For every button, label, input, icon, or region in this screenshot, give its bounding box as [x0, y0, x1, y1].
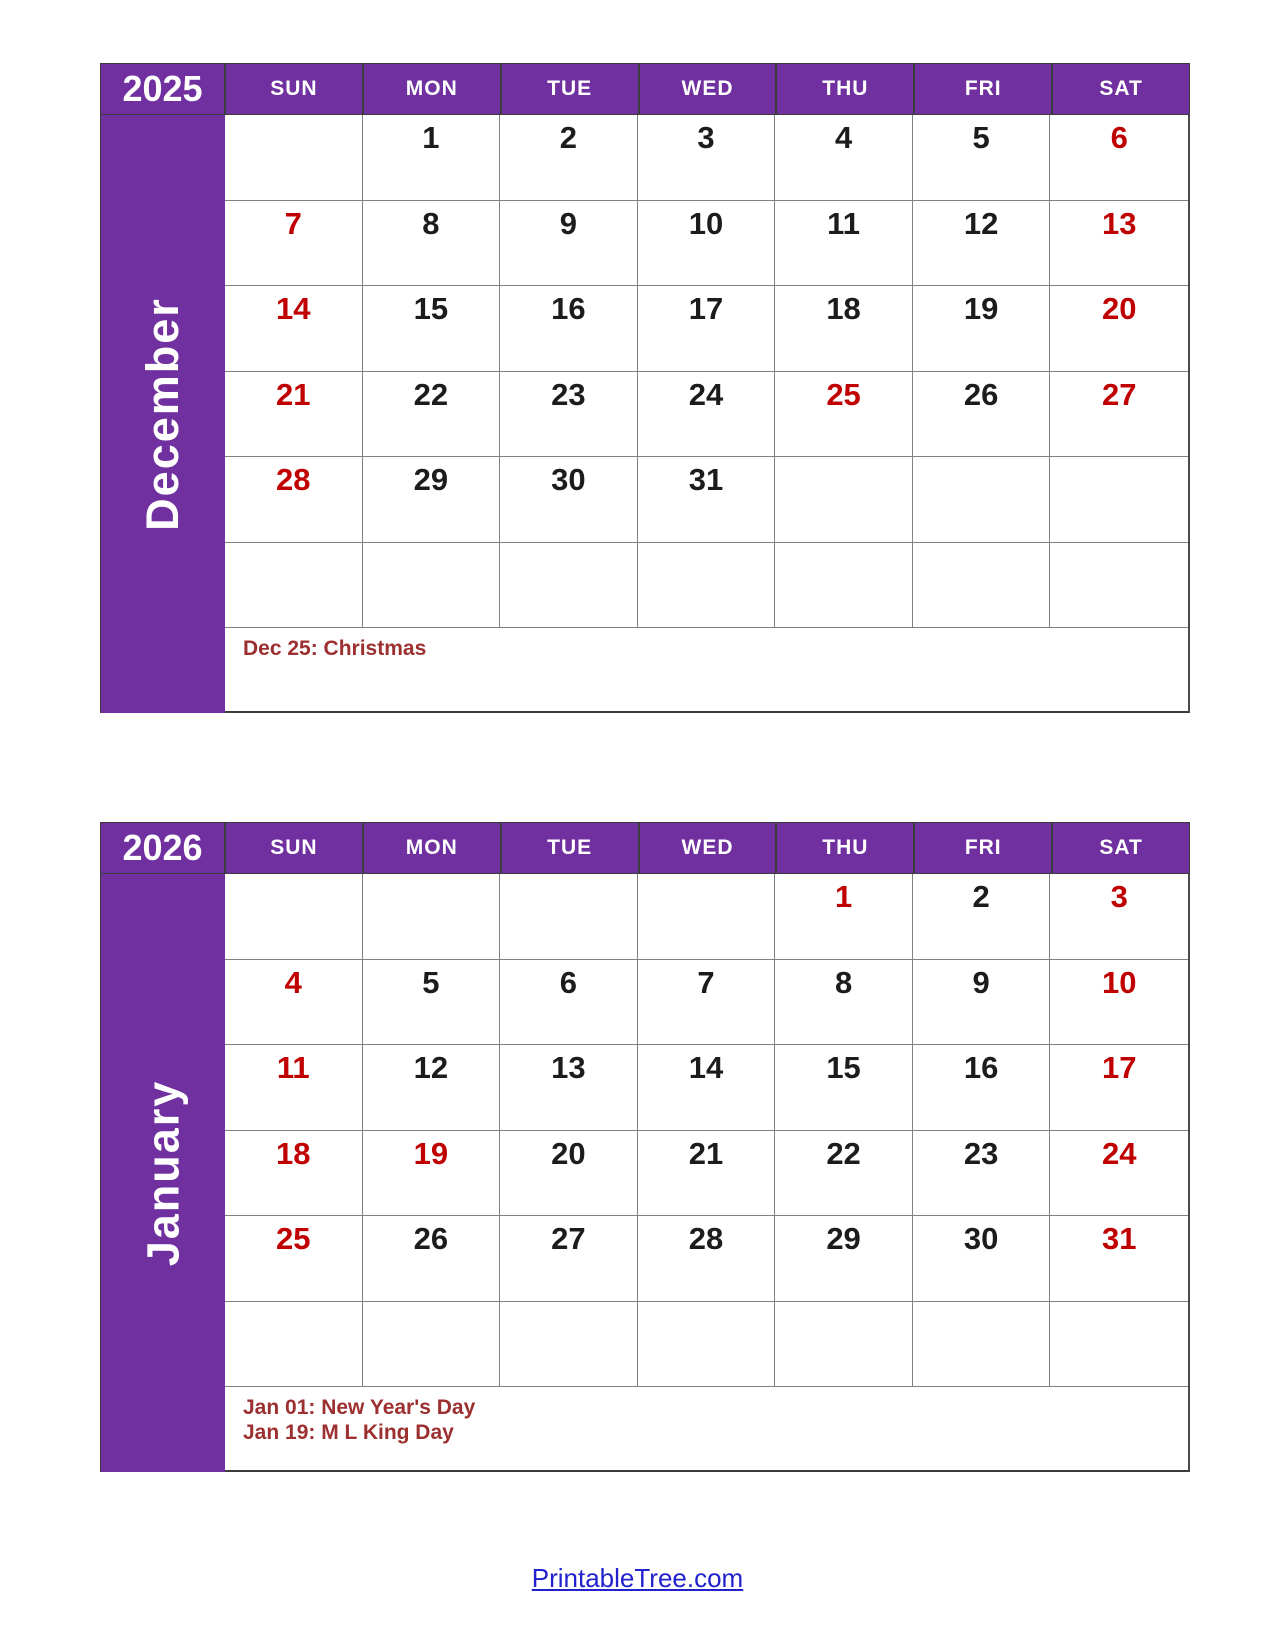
date-number: 30 [551, 462, 586, 497]
date-cell-empty [500, 543, 638, 629]
date-cell-19 [363, 1131, 501, 1217]
date-cell-25 [775, 372, 913, 458]
date-cell-21 [638, 1131, 776, 1217]
date-number: 7 [697, 964, 715, 1000]
year-label: 2026 [101, 823, 226, 873]
month-sidebar [100, 115, 225, 713]
calendar-grid-area [225, 874, 1190, 1472]
date-cell-2 [913, 874, 1051, 960]
date-number: 21 [276, 376, 311, 412]
date-cell-29 [363, 457, 501, 543]
date-number: 4 [284, 964, 302, 1000]
date-cell-7 [225, 201, 363, 287]
date-cell-28 [225, 457, 363, 543]
date-cell-1 [775, 874, 913, 960]
weekday-header-wed: WED [640, 823, 778, 873]
date-cell-21 [225, 372, 363, 458]
weekday-header-sat: SAT [1099, 836, 1143, 859]
holiday-note: Jan 01: New Year's Day [243, 1396, 476, 1419]
date-number: 23 [551, 376, 586, 412]
date-cell-empty [1050, 543, 1188, 629]
weekday-header-sat: SAT [1099, 77, 1143, 100]
date-number: 23 [963, 1135, 999, 1171]
date-cell-14 [225, 286, 363, 372]
date-number: 18 [276, 1135, 311, 1171]
date-cell-10 [638, 201, 776, 287]
month-label: December [137, 297, 188, 531]
date-number: 10 [688, 205, 724, 241]
date-number: 13 [1101, 205, 1137, 241]
date-number: 31 [688, 462, 724, 497]
weekday-header-fri: FRI [915, 64, 1053, 114]
date-number: 20 [1101, 291, 1137, 326]
calendar-grid-area [225, 115, 1190, 713]
date-cell-16 [500, 286, 638, 372]
date-cell-13 [500, 1045, 638, 1131]
date-cell-empty [225, 543, 363, 629]
date-number: 24 [1101, 1135, 1137, 1171]
date-cell-23 [500, 372, 638, 458]
date-cell-28 [638, 1216, 776, 1302]
date-cell-15 [775, 1045, 913, 1131]
date-number: 16 [963, 1050, 999, 1085]
year-label: 2025 [101, 64, 226, 114]
footer [0, 1563, 1275, 1594]
date-number: 9 [972, 964, 990, 1000]
date-cell-2 [500, 115, 638, 201]
date-cell-13 [1050, 201, 1188, 287]
date-cell-4 [775, 115, 913, 201]
date-number: 13 [551, 1050, 586, 1085]
date-number: 21 [688, 1135, 724, 1171]
date-number: 15 [413, 291, 449, 326]
date-number: 8 [834, 964, 853, 1000]
date-number: 7 [284, 205, 302, 241]
date-number: 12 [413, 1050, 449, 1085]
weekday-header-sun: SUN [226, 823, 364, 873]
date-cell-empty [775, 1302, 913, 1388]
date-cell-24 [638, 372, 776, 458]
date-cell-empty [913, 457, 1051, 543]
date-number: 17 [688, 291, 724, 326]
date-cell-empty [638, 1302, 776, 1388]
holiday-note: Jan 19: M L King Day [243, 1421, 454, 1444]
date-cell-12 [913, 201, 1051, 287]
date-cell-empty [363, 543, 501, 629]
date-number: 11 [827, 205, 860, 241]
date-number: 17 [1101, 1050, 1137, 1085]
date-number: 11 [276, 1050, 310, 1085]
date-cell-12 [363, 1045, 501, 1131]
date-number: 27 [551, 1221, 586, 1256]
calendar-body [100, 115, 1190, 713]
calendar-header-row [100, 63, 1190, 115]
date-cell-27 [1050, 372, 1188, 458]
weekday-header-mon: MON [364, 823, 502, 873]
date-grid [225, 115, 1190, 628]
weekday-header-sun: SUN [226, 64, 364, 114]
date-cell-empty [1050, 457, 1188, 543]
date-number: 22 [413, 376, 449, 412]
date-number: 9 [559, 205, 578, 241]
date-cell-9 [913, 960, 1051, 1046]
date-number: 19 [963, 291, 999, 326]
date-number: 3 [697, 120, 715, 155]
date-cell-3 [1050, 874, 1188, 960]
date-number: 26 [963, 376, 999, 412]
date-cell-empty [225, 1302, 363, 1388]
date-cell-6 [500, 960, 638, 1046]
date-number: 26 [413, 1221, 449, 1256]
date-cell-1 [363, 115, 501, 201]
date-number: 3 [1110, 879, 1128, 914]
date-cell-20 [500, 1131, 638, 1217]
weekday-header-thu: THU [777, 64, 915, 114]
date-cell-empty [913, 1302, 1051, 1388]
date-number: 1 [422, 120, 440, 155]
date-cell-empty [500, 874, 638, 960]
date-number: 25 [826, 376, 861, 412]
date-cell-8 [363, 201, 501, 287]
date-number: 6 [1110, 120, 1128, 155]
date-number: 12 [963, 205, 999, 241]
date-cell-empty [913, 543, 1051, 629]
date-cell-11 [225, 1045, 363, 1131]
weekday-header-tue: TUE [502, 64, 640, 114]
printabletree-link[interactable]: PrintableTree.com [531, 1563, 744, 1593]
weekday-header-row [226, 823, 1189, 873]
calendar-january-2026 [100, 822, 1190, 1472]
date-number: 5 [422, 964, 440, 1000]
date-number: 22 [826, 1135, 861, 1171]
date-cell-18 [775, 286, 913, 372]
date-number: 31 [1101, 1221, 1137, 1256]
date-cell-empty [225, 874, 363, 960]
date-cell-29 [775, 1216, 913, 1302]
date-number: 18 [826, 291, 861, 326]
weekday-header-wed: WED [640, 64, 778, 114]
date-cell-25 [225, 1216, 363, 1302]
date-cell-5 [913, 115, 1051, 201]
date-grid [225, 874, 1190, 1387]
month-sidebar [100, 874, 225, 1472]
date-cell-16 [913, 1045, 1051, 1131]
date-cell-15 [363, 286, 501, 372]
date-cell-17 [1050, 1045, 1188, 1131]
date-number: 19 [413, 1135, 449, 1171]
date-cell-30 [913, 1216, 1051, 1302]
date-cell-5 [363, 960, 501, 1046]
date-cell-10 [1050, 960, 1188, 1046]
date-number: 2 [559, 120, 578, 155]
date-number: 29 [826, 1221, 861, 1256]
date-cell-26 [913, 372, 1051, 458]
date-cell-30 [500, 457, 638, 543]
holiday-notes-box [225, 1387, 1190, 1472]
date-cell-17 [638, 286, 776, 372]
date-cell-18 [225, 1131, 363, 1217]
weekday-header-mon: MON [364, 64, 502, 114]
date-number: 1 [834, 879, 853, 914]
date-cell-22 [775, 1131, 913, 1217]
date-number: 28 [688, 1221, 724, 1256]
date-number: 27 [1101, 376, 1137, 412]
date-cell-31 [638, 457, 776, 543]
date-number: 4 [834, 120, 853, 155]
date-cell-empty [775, 543, 913, 629]
date-cell-4 [225, 960, 363, 1046]
date-cell-20 [1050, 286, 1188, 372]
date-number: 30 [963, 1221, 999, 1256]
date-cell-empty [1050, 1302, 1188, 1388]
date-cell-31 [1050, 1216, 1188, 1302]
date-cell-22 [363, 372, 501, 458]
date-cell-23 [913, 1131, 1051, 1217]
date-cell-24 [1050, 1131, 1188, 1217]
holiday-note: Dec 25: Christmas [243, 637, 427, 660]
date-number: 2 [972, 879, 990, 914]
date-number: 20 [551, 1135, 586, 1171]
date-cell-26 [363, 1216, 501, 1302]
date-cell-3 [638, 115, 776, 201]
weekday-header-fri: FRI [915, 823, 1053, 873]
date-cell-19 [913, 286, 1051, 372]
date-number: 5 [972, 120, 990, 155]
weekday-header-row [226, 64, 1189, 114]
weekday-header-thu: THU [777, 823, 915, 873]
date-cell-7 [638, 960, 776, 1046]
date-number: 14 [276, 291, 311, 326]
date-number: 14 [688, 1050, 724, 1085]
date-cell-14 [638, 1045, 776, 1131]
date-cell-6 [1050, 115, 1188, 201]
date-cell-empty [500, 1302, 638, 1388]
date-cell-empty [638, 874, 776, 960]
date-number: 24 [688, 376, 724, 412]
date-cell-9 [500, 201, 638, 287]
date-cell-11 [775, 201, 913, 287]
date-cell-empty [363, 874, 501, 960]
date-cell-empty [225, 115, 363, 201]
date-cell-empty [363, 1302, 501, 1388]
date-cell-empty [638, 543, 776, 629]
weekday-header-tue: TUE [502, 823, 640, 873]
holiday-notes-box [225, 628, 1190, 713]
calendar-header-row [100, 822, 1190, 874]
month-label: January [137, 1079, 189, 1267]
date-number: 8 [422, 205, 440, 241]
date-number: 10 [1101, 964, 1137, 1000]
date-number: 6 [559, 964, 578, 1000]
date-number: 16 [551, 291, 586, 326]
date-cell-27 [500, 1216, 638, 1302]
date-number: 15 [826, 1050, 861, 1085]
date-number: 25 [276, 1221, 311, 1256]
calendar-body [100, 874, 1190, 1472]
date-number: 29 [413, 462, 449, 497]
calendar-december-2025 [100, 63, 1190, 713]
date-number: 28 [276, 462, 311, 497]
date-cell-empty [775, 457, 913, 543]
date-cell-8 [775, 960, 913, 1046]
